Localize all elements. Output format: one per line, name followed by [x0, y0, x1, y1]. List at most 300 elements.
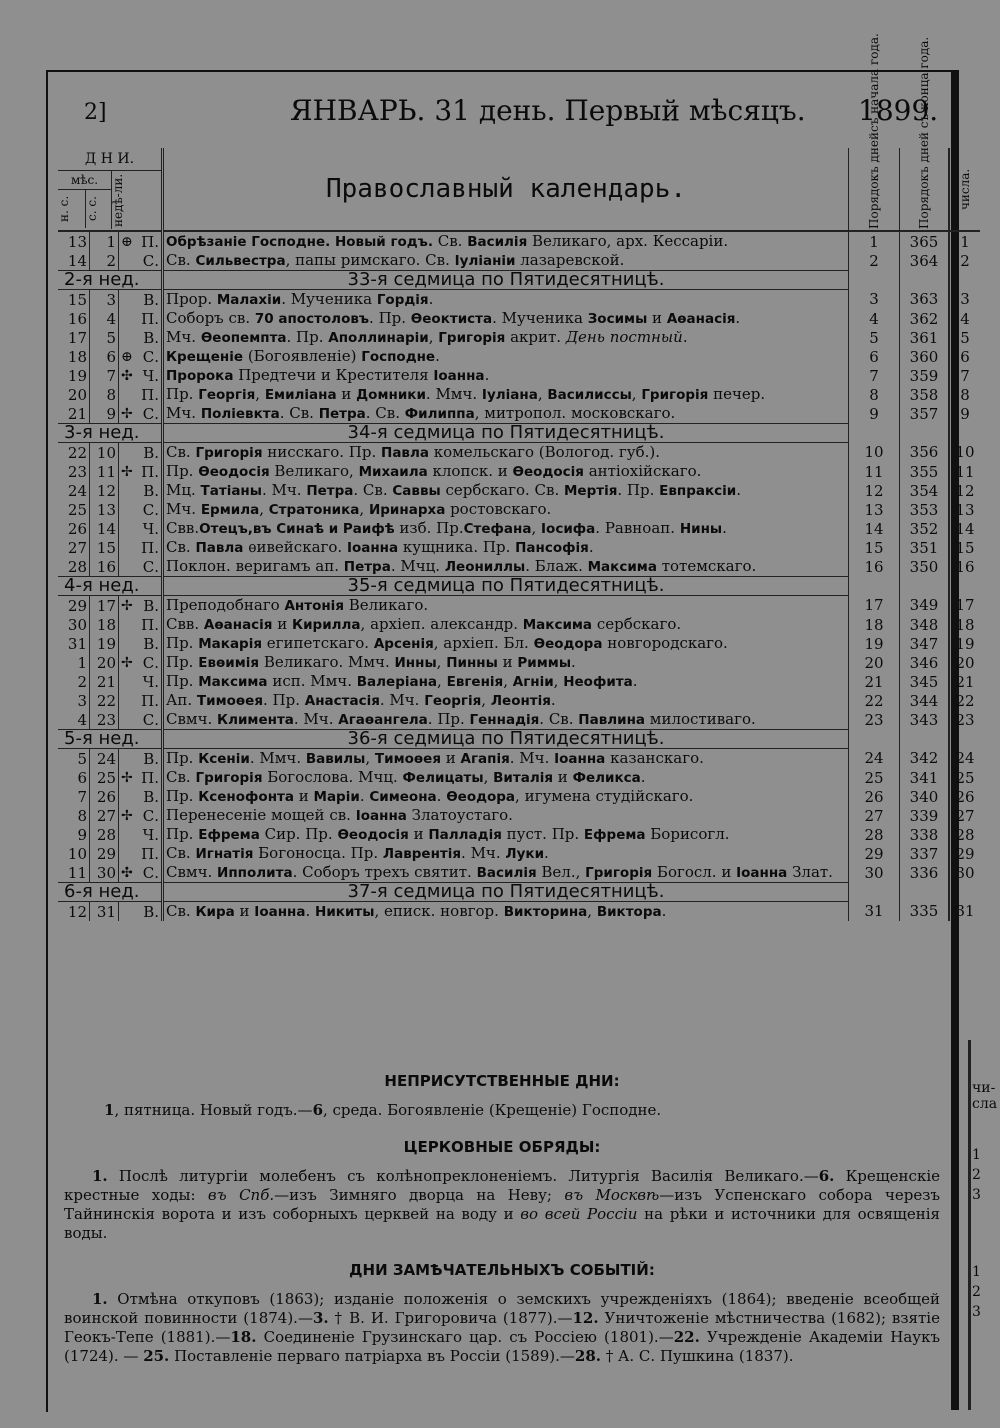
- new-style-date: 3: [58, 691, 90, 710]
- calendar-title: Православный календарь.: [163, 148, 849, 231]
- day-from-start: 20: [849, 653, 900, 672]
- week-label: 5-я нед.: [58, 730, 163, 749]
- weekday-abbr: П.: [141, 768, 159, 787]
- day-from-end: 343: [900, 710, 950, 730]
- weekday-abbr: В.: [143, 749, 159, 768]
- old-style-date: 16: [90, 557, 119, 577]
- days-header: [58, 148, 163, 231]
- calendar-row: [58, 309, 980, 328]
- day-from-start: 10: [849, 443, 900, 463]
- old-style-date: 19: [90, 634, 119, 653]
- old-style-date: 11: [90, 462, 119, 481]
- saints-text: Пр. Ксеніи. Ммч. Вавилы, Тимоѳея и Агапія. Мч. Іоанна казанскаго.: [163, 749, 849, 769]
- weekday: [119, 615, 163, 634]
- weekday: [119, 519, 163, 538]
- new-style-date: 6: [58, 768, 90, 787]
- day-from-end: 348: [900, 615, 950, 634]
- day-from-start: 14: [849, 519, 900, 538]
- calendar-row: [58, 596, 980, 616]
- calendar-row: [58, 691, 980, 710]
- day-number: 10: [955, 443, 975, 462]
- saints-text: Св. Григорія нисскаго. Пр. Павла комельскаго (Вологод. губ.).: [163, 443, 849, 463]
- day-from-end: 359: [900, 366, 950, 385]
- weekday: [119, 251, 163, 271]
- day-from-start: 1: [849, 231, 900, 251]
- day-number: 8: [960, 385, 970, 404]
- weekday-abbr: П.: [141, 309, 159, 328]
- day-from-start: 30: [849, 863, 900, 883]
- weekday: [119, 596, 163, 616]
- weekday: [119, 500, 163, 519]
- old-style-date: 10: [90, 443, 119, 463]
- day-from-start: 29: [849, 844, 900, 863]
- week-label: 2-я нед.: [58, 271, 163, 290]
- day-number: 24: [955, 749, 975, 768]
- calendar-row: [58, 500, 980, 519]
- calendar-row: [58, 328, 980, 347]
- weekday: [119, 863, 163, 883]
- day-from-end: 356: [900, 443, 950, 463]
- day-number: 15: [955, 538, 975, 557]
- weekday-abbr: В.: [143, 328, 159, 347]
- day-from-end: 344: [900, 691, 950, 710]
- footer: [64, 1072, 940, 1366]
- week-heading: 35-я седмица по Пятидесятницѣ.: [163, 577, 849, 596]
- old-style-date: 27: [90, 806, 119, 825]
- saints-text: Мц. Татіаны. Мч. Петра. Св. Саввы сербскаго. Св. Мертія. Пр. Евпраксіи.: [163, 481, 849, 500]
- weekday-abbr: С.: [142, 404, 159, 423]
- weekday-abbr: Ч.: [142, 366, 159, 385]
- old-style-date: 21: [90, 672, 119, 691]
- day-from-end: 358: [900, 385, 950, 404]
- day-number: 28: [955, 825, 975, 844]
- order-start-label: Порядокъ днейсъ начала года.: [866, 33, 881, 229]
- week-heading: 36-я седмица по Пятидесятницѣ.: [163, 730, 849, 749]
- feast-symbol: ✢: [121, 807, 133, 824]
- calendar-row: [58, 825, 980, 844]
- weekday: [119, 347, 163, 366]
- rites-heading: ЦЕРКОВНЫЕ ОБРЯДЫ:: [403, 1138, 601, 1156]
- weekday: [119, 749, 163, 769]
- stub-label: чи-сла: [972, 1080, 998, 1112]
- new-style-label: н. с.: [58, 190, 86, 228]
- saints-text: Свв. Аѳанасія и Кирилла, архіеп. александр. Максима сербскаго.: [163, 615, 849, 634]
- new-style-date: 26: [58, 519, 90, 538]
- weekday-abbr: Ч.: [142, 825, 159, 844]
- weekday: [119, 366, 163, 385]
- holidays-text: 1, пятница. Новый годъ.—6, среда. Богоявленіе (Крещеніе) Господне.: [104, 1101, 662, 1119]
- saints-text: Свв.Отецъ,въ Синаѣ и Раифѣ изб. Пр.Стефана, Іосифа. Равноап. Нины.: [163, 519, 849, 538]
- day-number: 19: [955, 634, 975, 653]
- stub-numbers-1: 1 2 3: [972, 1147, 981, 1203]
- old-style-date: 3: [90, 290, 119, 310]
- day-from-start: 6: [849, 347, 900, 366]
- week-label: 6-я нед.: [58, 883, 163, 902]
- new-style-date: 8: [58, 806, 90, 825]
- old-style-date: 23: [90, 710, 119, 730]
- weekday-abbr: П.: [141, 691, 159, 710]
- new-style-date: 16: [58, 309, 90, 328]
- saints-text: Прор. Малахіи. Мученика Гордія.: [163, 290, 849, 310]
- weekday-abbr: С.: [142, 863, 159, 882]
- weekday-abbr: В.: [143, 787, 159, 806]
- new-style-date: 19: [58, 366, 90, 385]
- old-style-date: 24: [90, 749, 119, 769]
- new-style-date: 1: [58, 653, 90, 672]
- holidays-heading: НЕПРИСУТСТВЕННЫЕ ДНИ:: [384, 1072, 620, 1090]
- week-header-row: [58, 730, 980, 749]
- weekday-abbr: В.: [143, 634, 159, 653]
- weekday: [119, 825, 163, 844]
- saints-text: Свмч. Климента. Мч. Агаѳангела. Пр. Геннадія. Св. Павлина милостиваго.: [163, 710, 849, 730]
- weekday: [119, 902, 163, 922]
- old-style-date: 4: [90, 309, 119, 328]
- weekday: [119, 538, 163, 557]
- new-style-date: 17: [58, 328, 90, 347]
- feast-symbol: ✣: [121, 864, 133, 881]
- weekday-abbr: В.: [143, 481, 159, 500]
- page-title: ЯНВАРЬ. 31 день. Первый мѣсяцъ.: [290, 94, 806, 127]
- weekday-abbr: Ч.: [142, 672, 159, 691]
- day-number: 11: [955, 462, 975, 481]
- weekday-abbr: С.: [142, 500, 159, 519]
- saints-text: Св. Григорія Богослова. Мчц. Фелицаты, Виталія и Феликса.: [163, 768, 849, 787]
- day-from-end: 357: [900, 404, 950, 424]
- day-from-end: 365: [900, 231, 950, 251]
- weekday: [119, 385, 163, 404]
- order-end-label: Порядокъ дней съ конца года.: [916, 36, 931, 229]
- calendar-row: [58, 653, 980, 672]
- new-style-date: 9: [58, 825, 90, 844]
- weekday: [119, 557, 163, 577]
- calendar-row: [58, 404, 980, 424]
- new-style-date: 27: [58, 538, 90, 557]
- day-number: 23: [955, 710, 975, 729]
- calendar-row: [58, 251, 980, 271]
- day-from-start: 11: [849, 462, 900, 481]
- day-from-start: 13: [849, 500, 900, 519]
- feast-symbol: ✢: [121, 463, 133, 480]
- weekday-abbr: П.: [141, 844, 159, 863]
- saints-text: Мч. Ермила, Стратоника, Иринарха ростовскаго.: [163, 500, 849, 519]
- day-number: 26: [955, 787, 975, 806]
- calendar-row: [58, 787, 980, 806]
- day-from-start: 3: [849, 290, 900, 310]
- calendar-row: [58, 290, 980, 310]
- weekday: [119, 672, 163, 691]
- saints-text: Крещеніе (Богоявленіе) Господне.: [163, 347, 849, 366]
- weekday-abbr: В.: [143, 596, 159, 615]
- saints-text: Пр. Георгія, Емиліана и Домники. Ммч. Іуліана, Василиссы, Григорія печер.: [163, 385, 849, 404]
- weekday: [119, 653, 163, 672]
- new-style-date: 5: [58, 749, 90, 769]
- weekday: [119, 806, 163, 825]
- day-from-start: 23: [849, 710, 900, 730]
- day-from-start: 27: [849, 806, 900, 825]
- weekday: [119, 768, 163, 787]
- page-number: 2]: [84, 100, 107, 125]
- weekday-abbr: С.: [142, 347, 159, 366]
- week-heading: 33-я седмица по Пятидесятницѣ.: [163, 271, 849, 290]
- new-style-date: 31: [58, 634, 90, 653]
- day-from-start: 7: [849, 366, 900, 385]
- day-from-start: 2: [849, 251, 900, 271]
- day-from-end: 352: [900, 519, 950, 538]
- saints-text: Преподобнаго Антонія Великаго.: [163, 596, 849, 616]
- week-label: 3-я нед.: [58, 424, 163, 443]
- new-style-date: 15: [58, 290, 90, 310]
- day-from-start: 17: [849, 596, 900, 616]
- new-style-date: 10: [58, 844, 90, 863]
- saints-text: Св. Кира и Іоанна. Никиты, еписк. новгор. Викторина, Виктора.: [163, 902, 849, 922]
- day-number: 21: [955, 672, 975, 691]
- weekday: [119, 290, 163, 310]
- day-number: 25: [955, 768, 975, 787]
- day-from-end: 349: [900, 596, 950, 616]
- day-from-end: 353: [900, 500, 950, 519]
- calendar-row: [58, 462, 980, 481]
- saints-text: Мч. Поліевкта. Св. Петра. Св. Филиппа, митропол. московскаго.: [163, 404, 849, 424]
- old-style-date: 6: [90, 347, 119, 366]
- calendar-row: [58, 366, 980, 385]
- saints-text: Обрѣзаніе Господне. Новый годъ. Св. Василія Великаго, арх. Кессаріи.: [163, 231, 849, 251]
- new-style-date: 11: [58, 863, 90, 883]
- stub-numbers-2: 1 2 3: [972, 1264, 981, 1320]
- saints-text: Свмч. Ипполита. Соборъ трехъ святит. Василія Вел., Григорія Богосл. и Іоанна Злат.: [163, 863, 849, 883]
- calendar-row: [58, 710, 980, 730]
- new-style-date: 2: [58, 672, 90, 691]
- old-style-date: 5: [90, 328, 119, 347]
- week-heading: 37-я седмица по Пятидесятницѣ.: [163, 883, 849, 902]
- day-from-start: 4: [849, 309, 900, 328]
- new-style-date: 25: [58, 500, 90, 519]
- weekday-abbr: С.: [142, 251, 159, 270]
- day-number: 18: [955, 615, 975, 634]
- calendar-row: [58, 615, 980, 634]
- new-style-date: 18: [58, 347, 90, 366]
- weekday: [119, 462, 163, 481]
- saints-text: Св. Павла ѳивейскаго. Іоанна кущника. Пр. Пансофія.: [163, 538, 849, 557]
- day-from-end: 337: [900, 844, 950, 863]
- day-number: 5: [960, 328, 970, 347]
- old-style-date: 20: [90, 653, 119, 672]
- weekday: [119, 231, 163, 251]
- calendar-row: [58, 347, 980, 366]
- calendar-row: [58, 519, 980, 538]
- day-number: 9: [960, 404, 970, 423]
- weekday-abbr: П.: [141, 232, 159, 251]
- day-number: 1: [960, 232, 970, 251]
- old-style-date: 25: [90, 768, 119, 787]
- day-number: 17: [955, 596, 975, 615]
- day-from-end: 361: [900, 328, 950, 347]
- day-from-start: 9: [849, 404, 900, 424]
- old-style-date: 2: [90, 251, 119, 271]
- day-from-end: 341: [900, 768, 950, 787]
- calendar-row: [58, 749, 980, 769]
- calendar-row: [58, 672, 980, 691]
- new-style-date: 30: [58, 615, 90, 634]
- old-style-date: 9: [90, 404, 119, 424]
- new-style-date: 28: [58, 557, 90, 577]
- calendar-row: [58, 443, 980, 463]
- day-from-start: 31: [849, 902, 900, 922]
- day-number: 7: [960, 366, 970, 385]
- day-from-end: 339: [900, 806, 950, 825]
- old-style-date: 1: [90, 231, 119, 251]
- old-style-date: 17: [90, 596, 119, 616]
- feast-symbol: ⊕: [121, 348, 133, 365]
- weekday-abbr: П.: [141, 615, 159, 634]
- calendar-row: [58, 538, 980, 557]
- old-style-label: с. с.: [85, 196, 99, 222]
- calendar-row: [58, 863, 980, 883]
- new-style-date: 22: [58, 443, 90, 463]
- day-from-start: 22: [849, 691, 900, 710]
- week-heading: 34-я седмица по Пятидесятницѣ.: [163, 424, 849, 443]
- calendar-row: [58, 481, 980, 500]
- new-style-date: 29: [58, 596, 90, 616]
- feast-symbol: ✢: [121, 597, 133, 614]
- events-text: 1. Отмѣна откуповъ (1863); изданіе положенія о земскихъ учрежденіяхъ (1864); введеніе всеобщей воинской повинности (1874).—3. † В. И. Григоровича (1877).—12. Уничтоженіе мѣстничества (1682); взятіе Геокъ-Тепе (1881).—18. Соединеніе Грузинскаго цар. съ Россіею (1801).—22. Учрежденіе Академіи Наукъ (1724). — 25. Поставленіе перваго патріарха въ Россіи (1589).—28. † А. С. Пушкина (1837).: [64, 1290, 941, 1365]
- weekday-abbr: В.: [143, 443, 159, 462]
- day-number: 27: [955, 806, 975, 825]
- weekday-abbr: Ч.: [142, 519, 159, 538]
- new-style-date: 23: [58, 462, 90, 481]
- saints-text: Мч. Ѳеопемпта. Пр. Аполлинаріи, Григорія акрит. День постный.: [163, 328, 849, 347]
- old-style-date: 30: [90, 863, 119, 883]
- day-from-start: 15: [849, 538, 900, 557]
- day-from-start: 8: [849, 385, 900, 404]
- rites-text: 1. Послѣ литургіи молебенъ съ колѣнопреклоненіемъ. Литургія Василія Великаго.—6. Крещенскіе крестные ходы: въ Спб.—изъ Зимняго дворца на Неву; въ Москвѣ—изъ Успенскаго собора черезъ Тайнинскія ворота и изъ соборныхъ церквей на воду и во всей Россіи на рѣки и источники для освященія воды.: [64, 1167, 940, 1242]
- weekday-label: недѣ-ли.: [111, 173, 125, 227]
- day-from-start: 18: [849, 615, 900, 634]
- saints-text: Пр. Евѳимія Великаго. Ммч. Инны, Пинны и Риммы.: [163, 653, 849, 672]
- day-from-start: 26: [849, 787, 900, 806]
- old-style-date: 15: [90, 538, 119, 557]
- day-from-end: 346: [900, 653, 950, 672]
- page-year: 1899.: [858, 94, 939, 127]
- day-from-start: 25: [849, 768, 900, 787]
- weekday-abbr: П.: [141, 538, 159, 557]
- saints-text: Поклон. веригамъ ап. Петра. Мчц. Леониллы. Блаж. Максима тотемскаго.: [163, 557, 849, 577]
- saints-text: Пр. Ксенофонта и Маріи. Симеона. Ѳеодора, игумена студійскаго.: [163, 787, 849, 806]
- day-number: 4: [960, 309, 970, 328]
- saints-text: Св. Игнатія Богоносца. Пр. Лаврентія. Мч. Луки.: [163, 844, 849, 863]
- day-from-end: 354: [900, 481, 950, 500]
- calendar-row: [58, 844, 980, 863]
- week-header-row: [58, 883, 980, 902]
- new-style-date: 4: [58, 710, 90, 730]
- saints-text: Ап. Тимоѳея. Пр. Анастасія. Мч. Георгія, Леонтія.: [163, 691, 849, 710]
- day-from-start: 16: [849, 557, 900, 577]
- weekday-abbr: С.: [142, 806, 159, 825]
- weekday: [119, 443, 163, 463]
- old-style-date: 8: [90, 385, 119, 404]
- saints-text: Перенесеніе мощей св. Іоанна Златоустаго.: [163, 806, 849, 825]
- day-from-end: 336: [900, 863, 950, 883]
- day-from-end: 364: [900, 251, 950, 271]
- weekday: [119, 844, 163, 863]
- old-style-date: 7: [90, 366, 119, 385]
- saints-text: Пророка Предтечи и Крестителя Іоанна.: [163, 366, 849, 385]
- day-from-start: 28: [849, 825, 900, 844]
- day-from-end: 362: [900, 309, 950, 328]
- month-label: мѣс.: [58, 171, 111, 190]
- saints-text: Соборъ св. 70 апостоловъ. Пр. Ѳеоктиста. Мученика Зосимы и Аѳанасія.: [163, 309, 849, 328]
- weekday: [119, 634, 163, 653]
- saints-text: Св. Сильвестра, папы римскаго. Св. Іуліаніи лазаревской.: [163, 251, 849, 271]
- weekday: [119, 328, 163, 347]
- day-from-end: 360: [900, 347, 950, 366]
- week-header-row: [58, 577, 980, 596]
- saints-text: Пр. Макарія египетскаго. Арсенія, архіеп. Бл. Ѳеодора новгородскаго.: [163, 634, 849, 653]
- day-from-end: 335: [900, 902, 950, 922]
- calendar-row: [58, 902, 980, 922]
- day-from-end: 347: [900, 634, 950, 653]
- weekday: [119, 691, 163, 710]
- calendar-row: [58, 557, 980, 577]
- day-from-end: 350: [900, 557, 950, 577]
- weekday-abbr: С.: [142, 557, 159, 576]
- week-header-row: [58, 424, 980, 443]
- old-style-date: 31: [90, 902, 119, 922]
- stub-rule: [968, 1040, 971, 1410]
- day-from-start: 24: [849, 749, 900, 769]
- day-number: 29: [955, 844, 975, 863]
- day-number: 16: [955, 557, 975, 576]
- weekday: [119, 404, 163, 424]
- day-from-end: 345: [900, 672, 950, 691]
- saints-text: Пр. Ѳеодосія Великаго, Михаила клопск. и Ѳеодосія антіохійскаго.: [163, 462, 849, 481]
- old-style-date: 29: [90, 844, 119, 863]
- week-label: 4-я нед.: [58, 577, 163, 596]
- feast-symbol: ✣: [121, 367, 133, 384]
- saints-text: Пр. Ефрема Сир. Пр. Ѳеодосія и Палладія пуст. Пр. Ефрема Борисогл.: [163, 825, 849, 844]
- old-style-date: 14: [90, 519, 119, 538]
- new-style-date: 13: [58, 231, 90, 251]
- weekday: [119, 710, 163, 730]
- weekday-abbr: П.: [141, 462, 159, 481]
- day-from-end: 340: [900, 787, 950, 806]
- day-number: 3: [960, 290, 970, 309]
- week-header-row: [58, 271, 980, 290]
- day-from-end: 342: [900, 749, 950, 769]
- days-label: Д Н И.: [58, 148, 161, 171]
- day-from-end: 355: [900, 462, 950, 481]
- calendar-row: [58, 768, 980, 787]
- new-style-date: 7: [58, 787, 90, 806]
- new-style-date: 12: [58, 902, 90, 922]
- new-style-date: 14: [58, 251, 90, 271]
- feast-symbol: ⊕: [121, 233, 133, 250]
- saints-text: Пр. Максима исп. Ммч. Валеріана, Евгенія, Агніи, Неофита.: [163, 672, 849, 691]
- day-from-start: 19: [849, 634, 900, 653]
- old-style-date: 28: [90, 825, 119, 844]
- day-number: 6: [960, 347, 970, 366]
- day-number: 13: [955, 500, 975, 519]
- weekday: [119, 481, 163, 500]
- weekday: [119, 309, 163, 328]
- old-style-date: 13: [90, 500, 119, 519]
- day-number: 20: [955, 653, 975, 672]
- day-from-start: 21: [849, 672, 900, 691]
- day-number: 14: [955, 519, 975, 538]
- calendar-row: [58, 231, 980, 251]
- day-number: 30: [955, 863, 975, 882]
- day-number: 12: [955, 481, 975, 500]
- feast-symbol: ✢: [121, 654, 133, 671]
